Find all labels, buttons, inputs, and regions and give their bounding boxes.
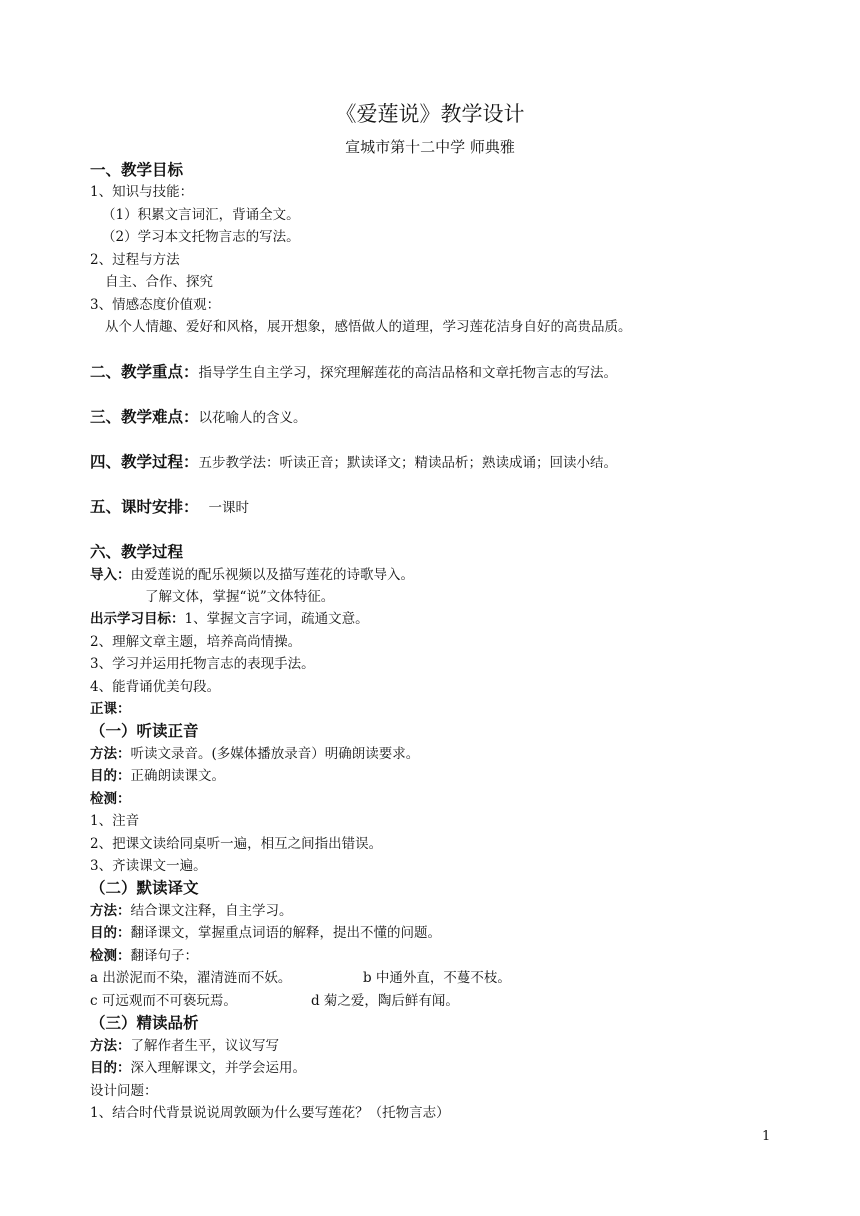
aim-line <box>90 923 441 943</box>
check-line <box>90 946 198 966</box>
method-line <box>90 744 419 764</box>
section-difficulty <box>90 407 307 428</box>
method-label: 方法： <box>90 903 131 919</box>
intro-line-2: 了解文体，掌握“说”文体特征。 <box>145 589 335 605</box>
part-heading-translate: （二）默读译文 <box>90 879 199 897</box>
section-heading-difficulty: 三、教学难点： <box>90 408 199 426</box>
check-label: 检测： <box>90 948 131 964</box>
check-text: 翻译句子： <box>130 948 198 964</box>
method-text: 结合课文注释，自主学习。 <box>130 903 293 919</box>
key-points-text: 指导学生自主学习，探究理解莲花的高洁品格和文章托物言志的写法。 <box>198 365 618 381</box>
design-label: 设计问题： <box>90 1083 158 1099</box>
section-heading-process: 四、教学过程： <box>90 453 199 471</box>
check-item: 3、齐读课文一遍。 <box>90 858 207 874</box>
part-heading-listen: （一）听读正音 <box>90 722 199 740</box>
method-text: 了解作者生平，议议写写 <box>130 1038 279 1054</box>
section-schedule <box>90 497 249 518</box>
section-heading-teaching-process: 六、教学过程 <box>90 543 184 561</box>
objective-line: 3、情感态度价值观： <box>90 297 221 313</box>
sentence-b: b 中通外直，不蔓不枝。 <box>363 970 511 986</box>
part-heading-analysis: （三）精读品析 <box>90 1014 199 1032</box>
sentence-d: d 菊之爱，陶后鲜有闻。 <box>311 993 459 1009</box>
goal-item: 2、理解文章主题，培养高尚情操。 <box>90 634 302 650</box>
method-text: 听读文录音。(多媒体播放录音）明确朗读要求。 <box>130 746 420 762</box>
author-line: 宣城市第十二中学 师典雅 <box>345 138 515 156</box>
section-heading-key-points: 二、教学重点： <box>90 363 199 381</box>
aim-text: 正确朗读课文。 <box>130 768 225 784</box>
sentence-c: c 可远观而不可亵玩焉。 <box>90 993 237 1009</box>
intro-text: 由爱莲说的配乐视频以及描写莲花的诗歌导入。 <box>130 567 414 583</box>
objective-line: （1）积累文言词汇，背诵全文。 <box>102 207 300 223</box>
process-text: 五步教学法：听读正音；默读译文；精读品析；熟读成诵；回读小结。 <box>198 455 618 471</box>
objective-line: 从个人情趣、爱好和风格，展开想象，感悟做人的道理，学习莲花洁身自好的高贵品质。 <box>105 319 632 335</box>
intro-label: 导入： <box>90 567 131 583</box>
goal-item: 4、能背诵优美句段。 <box>90 679 221 695</box>
goals-label: 出示学习目标： <box>90 611 185 627</box>
section-key-points <box>90 362 617 383</box>
method-line <box>90 901 293 921</box>
aim-text: 翻译课文，掌握重点词语的解释，提出不懂的问题。 <box>130 925 441 941</box>
objective-line: 1、知识与技能： <box>90 184 194 200</box>
main-lesson-label: 正课： <box>90 701 131 717</box>
difficulty-text: 以花喻人的含义。 <box>198 410 307 426</box>
check-item: 1、注音 <box>90 813 140 829</box>
aim-line <box>90 1058 306 1078</box>
goal-item: 1、掌握文言字词，疏通文意。 <box>184 611 369 627</box>
check-item: 2、把课文读给同桌听一遍，相互之间指出错误。 <box>90 836 383 852</box>
section-process <box>90 452 617 473</box>
method-label: 方法： <box>90 1038 131 1054</box>
aim-label: 目的： <box>90 1060 131 1076</box>
schedule-text: 一课时 <box>208 500 250 516</box>
aim-label: 目的： <box>90 768 131 784</box>
aim-line <box>90 766 225 786</box>
aim-text: 深入理解课文，并学会运用。 <box>130 1060 306 1076</box>
section-heading-objectives: 一、教学目标 <box>90 161 184 179</box>
page-title: 《爱莲说》教学设计 <box>335 102 525 126</box>
objective-line: （2）学习本文托物言志的写法。 <box>102 229 300 245</box>
goals-line <box>90 609 369 629</box>
sentence-a: a 出淤泥而不染，濯清涟而不妖。 <box>90 970 292 986</box>
page-number: 1 <box>762 1129 771 1144</box>
method-label: 方法： <box>90 746 131 762</box>
check-label: 检测： <box>90 791 131 807</box>
intro-line <box>90 565 414 585</box>
aim-label: 目的： <box>90 925 131 941</box>
method-line <box>90 1036 279 1056</box>
section-heading-schedule: 五、课时安排： <box>90 498 199 516</box>
question-item: 1、结合时代背景说说周敦颐为什么要写莲花？（托物言志） <box>90 1105 450 1121</box>
objective-line: 2、过程与方法 <box>90 252 180 268</box>
objective-line: 自主、合作、探究 <box>105 274 213 290</box>
goal-item: 3、学习并运用托物言志的表现手法。 <box>90 656 315 672</box>
